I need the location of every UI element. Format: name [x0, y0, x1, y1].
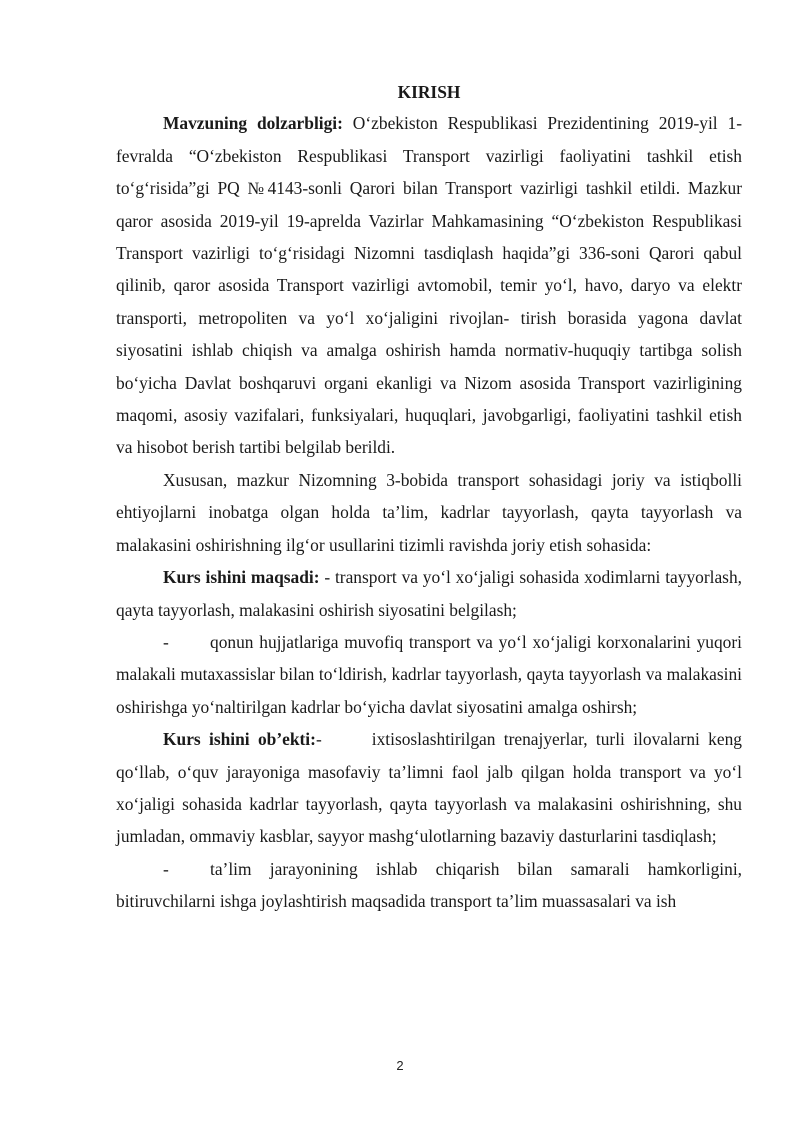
object-label: Kurs ishini ob’ekti:	[163, 729, 316, 750]
list-item-text: ta’lim jarayonining ishlab chiqarish bilan samarali hamkorligini, bitiruvchilarni ishga joylashtirish maqsadida transport ta’lim muassasalari va ish	[116, 858, 742, 912]
page-number: 2	[396, 1058, 404, 1073]
relevance-text: O‘zbekiston Respublikasi Prezidentining 2019-yil 1-fevralda “O‘zbekiston Respublikasi Transport vazirligi faoliyatini tashkil etish to‘g‘risida”gi PQ №4143-sonli Qarori bilan Transport vazirligi tashkil etildi. Mazkur qaror asosida 2019-yil 19-aprelda Vazirlar Mahkamasining “O‘zbekiston Respublikasi Transport vazirligi to‘g‘risidagi Nizomni tasdiqlash haqida”gi 336-soni Qarori qabul qilinib, qaror asosida Transport vazirligi avtomobil, temir yo‘l, havo, daryo va elektr transporti, metropoliten va yo‘l xo‘jaligini rivojlan- tirish borasida yagona davlat siyosatini ishlab chiqish va amalga oshirish hamda normativ-huquqiy tartibga solish bo‘yicha Davlat boshqaruvi organi ekanligi va Nizom asosida Transport vazirligining maqomi, asosiy vazifalari, funksiyalari, huquqlari, javobgarligi, faoliyatini tashkil etish va hisobot berish tartibi belgilab berildi.	[116, 113, 742, 458]
document-body	[116, 76, 747, 918]
list-dash: -	[163, 631, 169, 652]
list-item-text: qonun hujjatlariga muvofiq transport va yo‘l xo‘jaligi korxonalarini yuqori malakali mutaxassislar bilan to‘ldirish, kadrlar tayyorlash, qayta tayyorlash va malakasini oshirishga yo‘naltirilgan kadrlar bo‘yicha davlat siyosatini amalga oshirsh;	[116, 631, 742, 717]
goal-label: Kurs ishini maqsadi:	[163, 567, 320, 588]
relevance-label: Mavzuning dolzarbligi:	[163, 113, 343, 134]
object-text: - ixtisoslashtirilgan trenajyerlar, turli ilovalarni keng qo‘llab, o‘quv jarayoniga masofaviy ta’limni faol jalb qilgan holda transport va yo‘l xo‘jaligi sohasida kadrlar tayyorlash, qayta tayyorlash va malakasini oshirishning, shu jumladan, ommaviy kasblar, sayyor mashg‘ulotlarning bazaviy dasturlarini tasdiqlash;	[116, 729, 747, 847]
paragraph-goal	[116, 561, 742, 626]
goal-text: - transport va yo‘l xo‘jaligi sohasida xodimlarni tayyorlash, qayta tayyorlash, malakasini oshirish siyosatini belgilash;	[116, 567, 742, 620]
paragraph-relevance	[116, 107, 742, 463]
list-item-object	[116, 853, 742, 918]
paragraph-nizom: Xususan, mazkur Nizomning 3-bobida transport sohasidagi joriy va istiqbolli ehtiyojlarni inobatga olgan holda ta’lim, kadrlar tayyorlash, qayta tayyorlash va malakasini oshirishning ilg‘or usullarini tizimli ravishda joriy etish sohasida:	[116, 469, 742, 555]
list-item-goal	[116, 626, 742, 723]
paragraph-object	[116, 723, 747, 853]
page-title: KIRISH	[397, 82, 461, 102]
list-dash: -	[163, 858, 169, 879]
